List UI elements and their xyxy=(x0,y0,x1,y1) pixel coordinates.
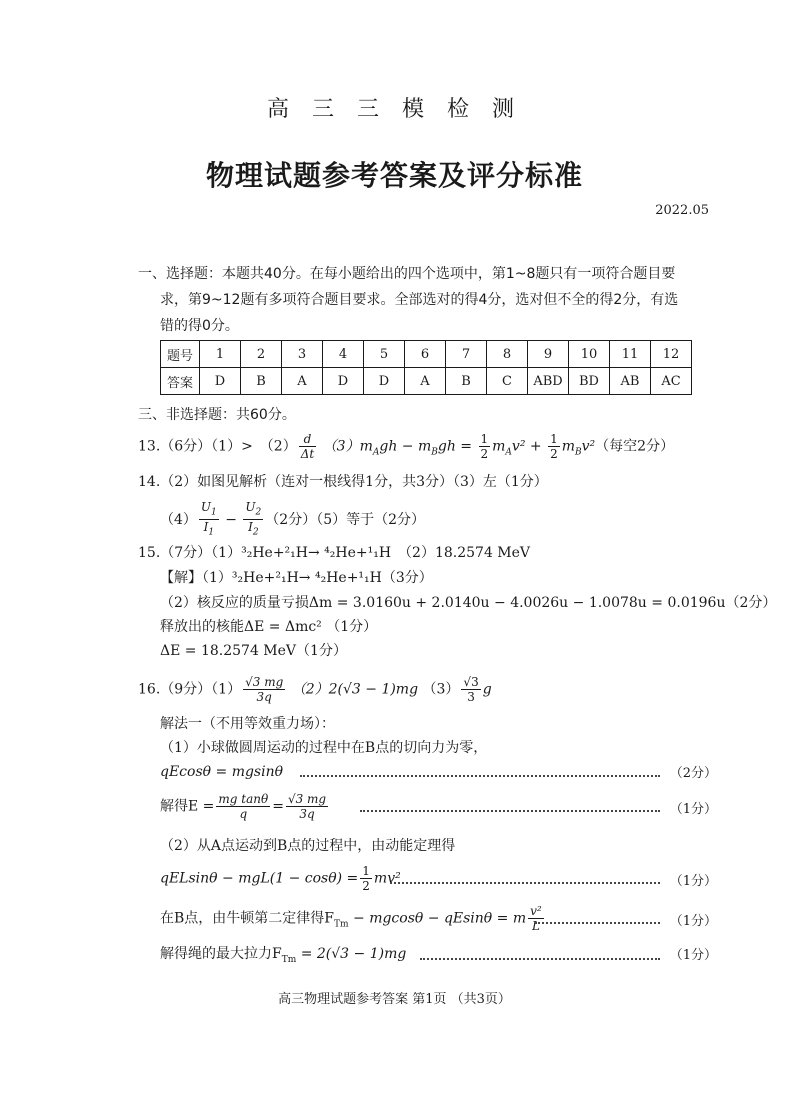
table-cell: B xyxy=(446,368,487,395)
table-header-cell: 题号 xyxy=(161,341,200,368)
answer-table xyxy=(160,340,692,395)
date-label: 2022.05 xyxy=(655,203,709,218)
q15-line2: 【解】（1）³₂He+²₁H→ ⁴₂He+¹₁H（3分） xyxy=(160,570,433,586)
score-label: （1分） xyxy=(669,802,717,817)
table-cell: 10 xyxy=(569,341,610,368)
table-cell: AC xyxy=(651,368,692,395)
q13-answer: 13.（6分）（1）> （2） $\frac{d}{\Delta t}$ $(3)m_Agh - m_Bgh$ = $\frac{1}{2}$ $m_Av^2$ + $\frac{1}{2}$ $m_Bv^2$（每空2分） xyxy=(138,432,675,461)
q16-equation5: 解得绳的最大拉力$F_{Tm} = 2(√3 - 1)mg$ xyxy=(160,946,407,965)
q16-fraction-a1: $\frac{√3 mg}{3q}$ xyxy=(245,675,284,704)
q16-fraction-sqrt: $\frac{√3 mg}{3q}$ xyxy=(287,792,327,821)
table-header-cell: 答案 xyxy=(161,368,200,395)
exam-supertitle: 高 三 三 模 检 测 xyxy=(267,97,522,122)
q16-equation2: 解得E = $\frac{\text{mg tanθ}}{q}$ = $\frac{√3 mg}{3q}$ xyxy=(160,792,327,821)
leader-dots xyxy=(535,922,660,924)
q16-part2: （2）从A点运动到B点的过程中，由动能定理得 xyxy=(160,838,456,854)
table-cell: 8 xyxy=(487,341,528,368)
q16-part1: （1）小球做圆周运动的过程中在B点的切向力为零， xyxy=(160,740,488,756)
table-cell: 11 xyxy=(610,341,651,368)
q13-fraction-half: $\frac{1}{2}$ xyxy=(550,432,558,461)
score-label: （1分） xyxy=(669,914,717,929)
q14-line1: 14.（2）如图见解析（连对一根线得1分，共3分）（3）左（1分） xyxy=(138,474,548,490)
section3-title: 三、非选择题：共60分。 xyxy=(138,407,296,423)
q15-reaction: ³₂He+²₁H→ ⁴₂He+¹₁H xyxy=(241,545,392,561)
table-cell: 2 xyxy=(241,341,282,368)
leader-dots xyxy=(300,775,660,777)
q13-fraction-d-dt: $\frac{d}{\Delta t}$ xyxy=(300,432,315,461)
q14-fraction-u1-i1: $\frac{U_1}{I_1}$ xyxy=(200,500,217,538)
q15-line3: （2）核反应的质量亏损Δm = 3.0160u + 2.0140u − 4.0026u − 1.0078u = 0.0196u（2分） xyxy=(160,595,777,611)
q16-equation1: qEcosθ = mgsinθ xyxy=(160,764,284,780)
table-cell: AB xyxy=(610,368,651,395)
table-cell: 7 xyxy=(446,341,487,368)
section1-line2: 求，第9~12题有多项符合题目要求。全部选对的得4分，选对但不全的得2分，有选 xyxy=(160,292,679,308)
q16-method: 解法一（不用等效重力场）： xyxy=(160,716,335,732)
table-cell: C xyxy=(487,368,528,395)
table-cell: ABD xyxy=(528,368,569,395)
q14-fraction-u2-i2: $\frac{U_2}{I_2}$ xyxy=(245,500,262,538)
table-row-numbers xyxy=(161,341,692,368)
table-cell: 12 xyxy=(651,341,692,368)
q16-equation4: 在B点，由牛顿第二定律得$F_{Tm} - mgcos\theta - qEsin\theta = m$ $\frac{\text{v²}}{L}$ xyxy=(160,904,542,933)
table-cell: 9 xyxy=(528,341,569,368)
table-cell: A xyxy=(405,368,446,395)
q16-fraction-v2-l: $\frac{\text{v²}}{L}$ xyxy=(530,904,542,933)
score-label: （2分） xyxy=(669,766,717,781)
score-label: （1分） xyxy=(669,874,717,889)
table-cell: 5 xyxy=(364,341,405,368)
table-cell: 4 xyxy=(323,341,364,368)
q16-fraction-tan: $\frac{\text{mg tanθ}}{q}$ xyxy=(218,792,269,821)
leader-dots xyxy=(360,810,660,812)
q13-part3-head: （3）m xyxy=(322,438,373,455)
q15-line4: 释放出的核能ΔE = Δmc² （1分） xyxy=(160,619,378,635)
table-cell: D xyxy=(323,368,364,395)
q16-answer: 16.（9分）（1） $\frac{√3 mg}{3q}$ （2）2(√3 − 1)mg （3） $\frac{√3}{3}$ g xyxy=(138,675,492,704)
q13-fraction-half: $\frac{1}{2}$ xyxy=(480,432,489,461)
table-row-answers xyxy=(161,368,692,395)
q16-equation3: qELsinθ − mgL(1 − cosθ) = $\frac{1}{2}$ mv² xyxy=(160,864,401,893)
page-footer: 高三物理试题参考答案 第1页 （共3页） xyxy=(278,992,511,1007)
leader-dots xyxy=(390,882,660,884)
table-cell: A xyxy=(282,368,323,395)
table-cell: 3 xyxy=(282,341,323,368)
table-cell: 1 xyxy=(200,341,241,368)
table-cell: B xyxy=(241,368,282,395)
leader-dots xyxy=(420,958,660,960)
section1-line3: 错的得0分。 xyxy=(160,318,239,334)
score-label: （1分） xyxy=(669,948,717,963)
q14-line2: （4） $\frac{U_1}{I_1}$ − $\frac{U_2}{I_2}$ （2分）（5）等于（2分） xyxy=(160,500,426,538)
page-title: 物理试题参考答案及评分标准 xyxy=(205,159,583,192)
table-cell: 6 xyxy=(405,341,446,368)
section1-line1: 一、选择题：本题共40分。在每小题给出的四个选项中，第1~8题只有一项符合题目要 xyxy=(138,266,676,282)
table-cell: D xyxy=(200,368,241,395)
table-cell: BD xyxy=(569,368,610,395)
q16-fraction-half: $\frac{1}{2}$ xyxy=(362,864,370,893)
q13-head: 13.（6分）（1）> （2） xyxy=(138,438,297,455)
q15-line5: ΔE = 18.2574 MeV（1分） xyxy=(160,643,347,659)
table-cell: D xyxy=(364,368,405,395)
q15-line1: 15.（7分）（1）³₂He+²₁H→ ⁴₂He+¹₁H （2）18.2574 MeV xyxy=(138,545,531,561)
q16-fraction-a3: $\frac{√3}{3}$ xyxy=(463,675,479,704)
